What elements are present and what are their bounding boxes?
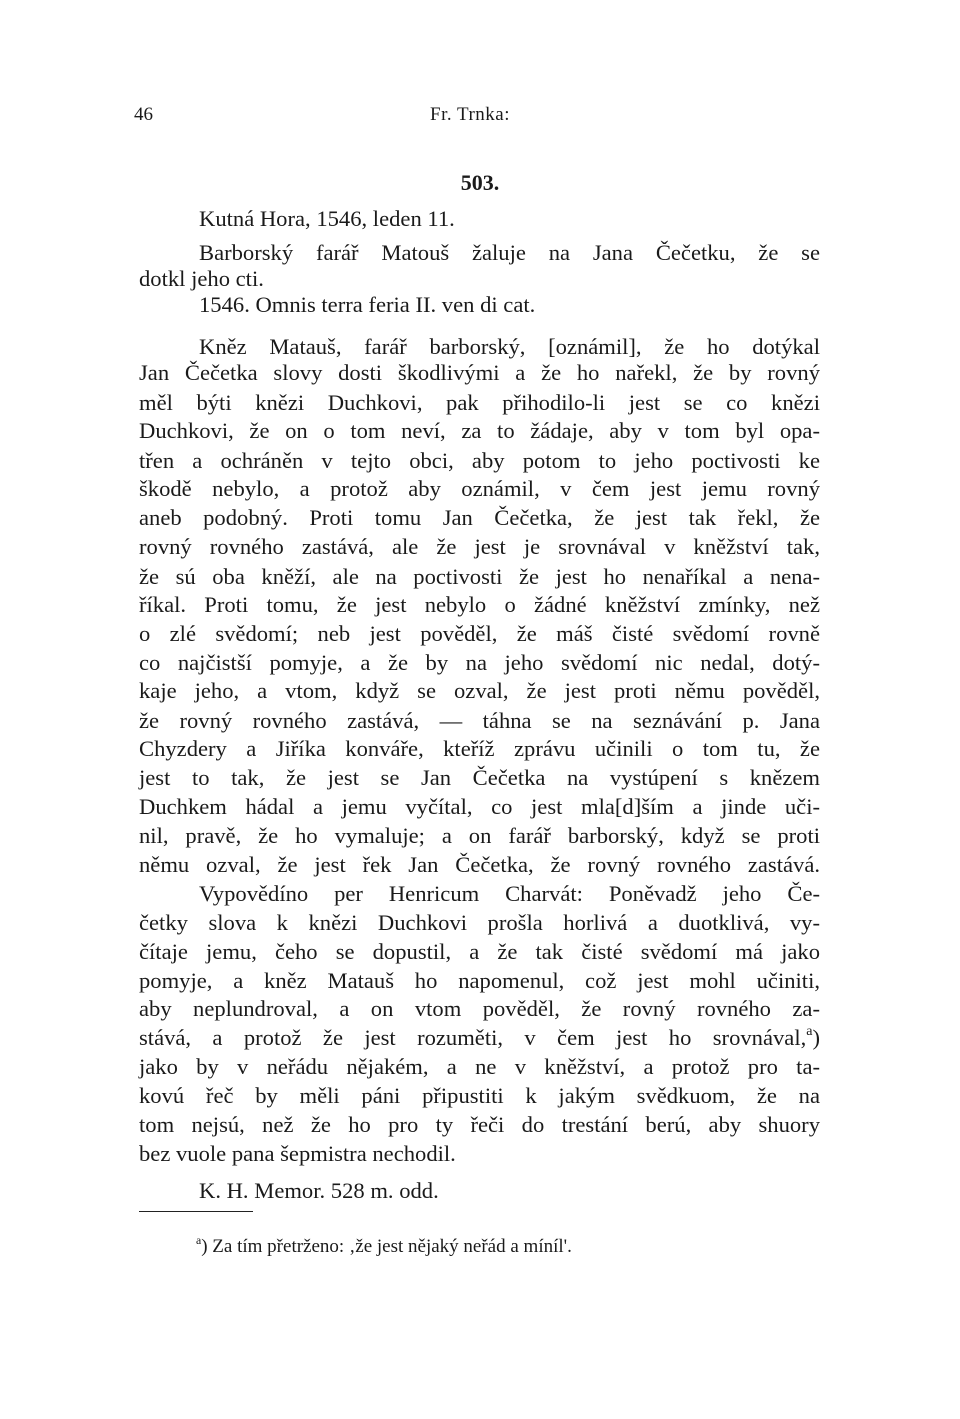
footnote-text: ) Za tím přetrženo: ‚že jest nějaký neřád a míníl'. xyxy=(201,1236,572,1257)
text-line: měl býti knězi Duchkovi, pak přihodilo-li jest se co knězi xyxy=(139,390,820,415)
text-line: že sú oba kněží, ale na poctivosti že jest ho nenaříkal a nena- xyxy=(139,564,820,589)
footnote-divider xyxy=(139,1211,253,1212)
page-number: 46 xyxy=(134,104,153,125)
text-line: kaje jeho, a vtom, když se ozval, že jest proti němu pověděl, xyxy=(139,678,820,703)
verdict-line: četky slova k knězi Duchkovi prošla horlivá a duotklivá, vy- xyxy=(139,910,820,935)
text-line: aneb podobný. Proti tomu Jan Čečetka, že jest tak řekl, že xyxy=(139,505,820,530)
text-line: škodě nebylo, a protož aby oznámil, v čem jest jemu rovný xyxy=(139,476,820,501)
footnote-reference: a xyxy=(806,1024,813,1040)
dating-line: 1546. Omnis terra feria II. ven di cat. xyxy=(199,292,536,317)
footnote xyxy=(196,1235,572,1259)
verdict-line: jako by v neřádu nějakém, a ne v kněžství, a protož pro ta- xyxy=(139,1054,820,1079)
text-line: Jan Čečetka slovy dosti škodlivými a že ho nařekl, že by rovný xyxy=(139,360,820,385)
verdict-line: pomyje, a kněz Matauš ho napomenul, což jest mohl učiniti, xyxy=(139,968,820,993)
text-line: říkal. Proti tomu, že jest nebylo o žádné kněžství zmínky, než xyxy=(139,592,820,617)
verdict-line: čítaje jemu, čeho se dopustil, a že tak čisté svědomí má jako xyxy=(139,939,820,964)
verdict-text: stává, a protož že jest rozuměti, v čem jest ho srovnával, xyxy=(139,1025,807,1050)
date-line: Kutná Hora, 1546, leden 11. xyxy=(199,206,455,231)
running-title: Fr. Trnka: xyxy=(430,104,510,125)
text-line: co najčistší pomyje, a že by na jeho svědomí nic nedal, dotý- xyxy=(139,650,820,675)
text-line: Kněz Matauš, farář barborský, [oznámil], že ho dotýkal xyxy=(199,334,820,359)
regest-line: dotkl jeho cti. xyxy=(139,266,264,291)
text-line: Chyzdery a Jiříka konváře, kteříž zprávu učinili o tom tu, že xyxy=(139,736,820,761)
document-number: 503. xyxy=(460,170,500,195)
verdict-line: kovú řeč by měli páni připustiti k jakým svědkuom, že na xyxy=(139,1083,820,1108)
text-line: nil, pravě, že ho vymaluje; a on farář barborský, když se proti xyxy=(139,823,820,848)
running-head xyxy=(134,104,820,128)
text-line: třen a ochráněn v tejto obci, aby potom to jeho poctivosti ke xyxy=(139,448,820,473)
text-line: že rovný rovného zastává, — táhna se na seznávání p. Jana xyxy=(139,708,820,733)
text-line: o zlé svědomí; neb jest pověděl, že máš čisté svědomí rovně xyxy=(139,621,820,646)
verdict-line: stává, a protož že jest rozuměti, v čem jest ho srovnával,$^a$) xyxy=(139,1024,820,1050)
footnote-marker: a xyxy=(196,1233,202,1247)
verdict-line: tom nejsú, než že ho pro ty řeči do trestání berú, aby shuory xyxy=(139,1112,820,1137)
text-line: němu ozval, že jest řek Jan Čečetka, že rovný rovného zastává. xyxy=(139,852,820,877)
verdict-line: Vypovědíno per Henricum Charvát: Poněvadž jeho Če- xyxy=(199,881,820,906)
source-reference: K. H. Memor. 528 m. odd. xyxy=(199,1178,439,1203)
text-line: jest to tak, že jest se Jan Čečetka na vystúpení s knězem xyxy=(139,765,820,790)
regest-line: Barborský farář Matouš žaluje na Jana Čečetku, že se xyxy=(199,240,820,265)
text-line: rovný rovného zastává, ale že jest je srovnával v kněžství tak, xyxy=(139,534,820,559)
verdict-line: aby neplundroval, a on vtom pověděl, že rovný rovného za- xyxy=(139,996,820,1021)
text-line: Duchkem hádal a jemu vyčítal, co jest mla[d]ším a jinde uči- xyxy=(139,794,820,819)
verdict-line: bez vuole pana šepmistra nechodil. xyxy=(139,1141,456,1166)
text-line: Duchkovi, že on o tom neví, za to žádaje, aby v tom byl opa- xyxy=(139,418,820,443)
